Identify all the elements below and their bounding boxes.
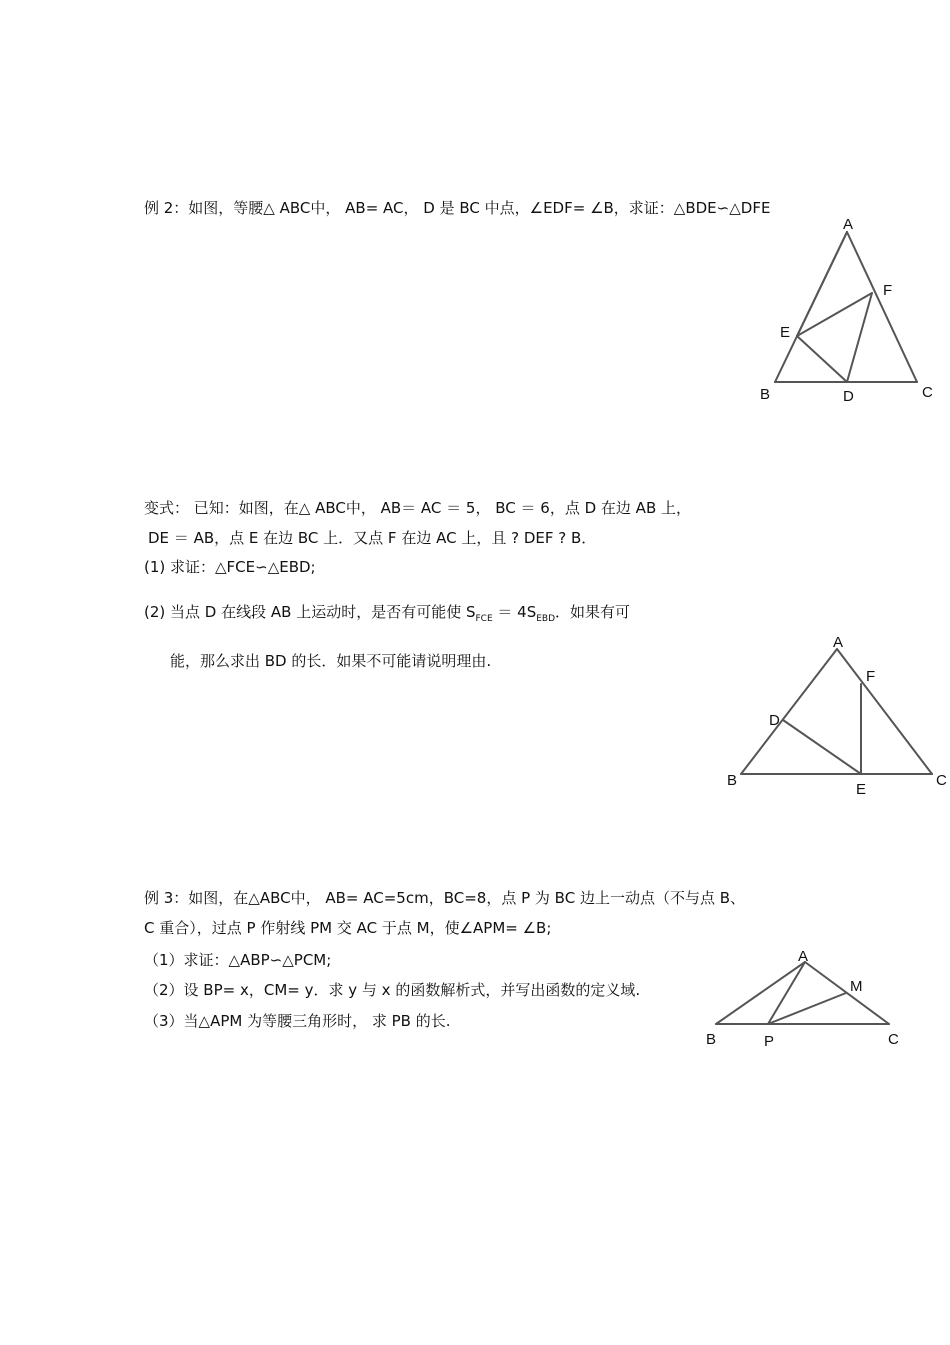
segment-pm (768, 993, 846, 1024)
label-f: F (883, 282, 893, 299)
variant-line-2: DE ＝ AB，点 E 在边 BC 上．又点 F 在边 AC 上，且 ? DEF ? B． (148, 529, 597, 547)
label-d: D (843, 388, 854, 405)
label-e: E (856, 781, 867, 798)
variant-question-2-cont: 能，那么求出 BD 的长．如果不可能请说明理由. (170, 652, 492, 670)
example3-line-1: 例 3：如图，在△ABC中， AB= AC=5cm，BC=8，点 P 为 BC 边上一动点（不与点 B、 (144, 889, 745, 907)
label-d: D (769, 712, 780, 729)
q2-text-mid: ＝ 4S (492, 603, 537, 621)
segment-ac (847, 232, 917, 382)
segment-df (847, 293, 872, 382)
segment-ab (741, 649, 837, 774)
label-a: A (833, 634, 844, 651)
example3-question-2: （2）设 BP= x，CM= y．求 y 与 x 的函数解析式，并写出函数的定义域. (144, 981, 641, 999)
label-a: A (843, 216, 854, 233)
variant-question-2 (144, 602, 630, 629)
example2-statement: 例 2：如图，等腰△ ABC中， AB= AC， D 是 BC 中点，∠EDF= ∠B，求证：△BDE∽△DFE (144, 199, 771, 217)
example3-figure (700, 945, 915, 1055)
example3-question-1: （1）求证：△ABP∽△PCM; (144, 951, 332, 969)
label-a: A (798, 948, 809, 965)
example2-figure (750, 205, 950, 410)
label-p: P (764, 1033, 775, 1050)
label-c: C (888, 1031, 899, 1048)
segment-ac (837, 649, 932, 774)
label-m: M (850, 978, 863, 995)
label-c: C (936, 772, 947, 789)
label-b: B (727, 772, 738, 789)
variant-question-1: (1) 求证：△FCE∽△EBD; (144, 558, 316, 576)
example3-line-2: C 重合），过点 P 作射线 PM 交 AC 于点 M，使∠APM= ∠B; (144, 919, 552, 937)
q2-subscript-fce: FCE (475, 614, 493, 624)
q2-text-pre: (2) 当点 D 在线段 AB 上运动时，是否有可能使 S (144, 603, 476, 621)
label-e: E (780, 324, 791, 341)
segment-de (783, 720, 861, 774)
q2-text-post: ．如果有可 (555, 603, 631, 621)
variant-line-1: 变式： 已知：如图，在△ ABC中， AB＝ AC ＝ 5， BC ＝ 6，点 D 在边 AB 上， (144, 499, 691, 517)
example3-question-3: （3）当△APM 为等腰三角形时， 求 PB 的长. (144, 1012, 451, 1030)
variant-figure (720, 628, 950, 803)
segment-de (797, 336, 847, 382)
label-f: F (866, 668, 876, 685)
label-c: C (922, 384, 933, 401)
q2-subscript-ebd: EBD (536, 614, 556, 624)
label-b: B (706, 1031, 717, 1048)
segment-ap (768, 962, 805, 1024)
segment-af-aux (797, 232, 847, 336)
label-b: B (760, 386, 771, 403)
